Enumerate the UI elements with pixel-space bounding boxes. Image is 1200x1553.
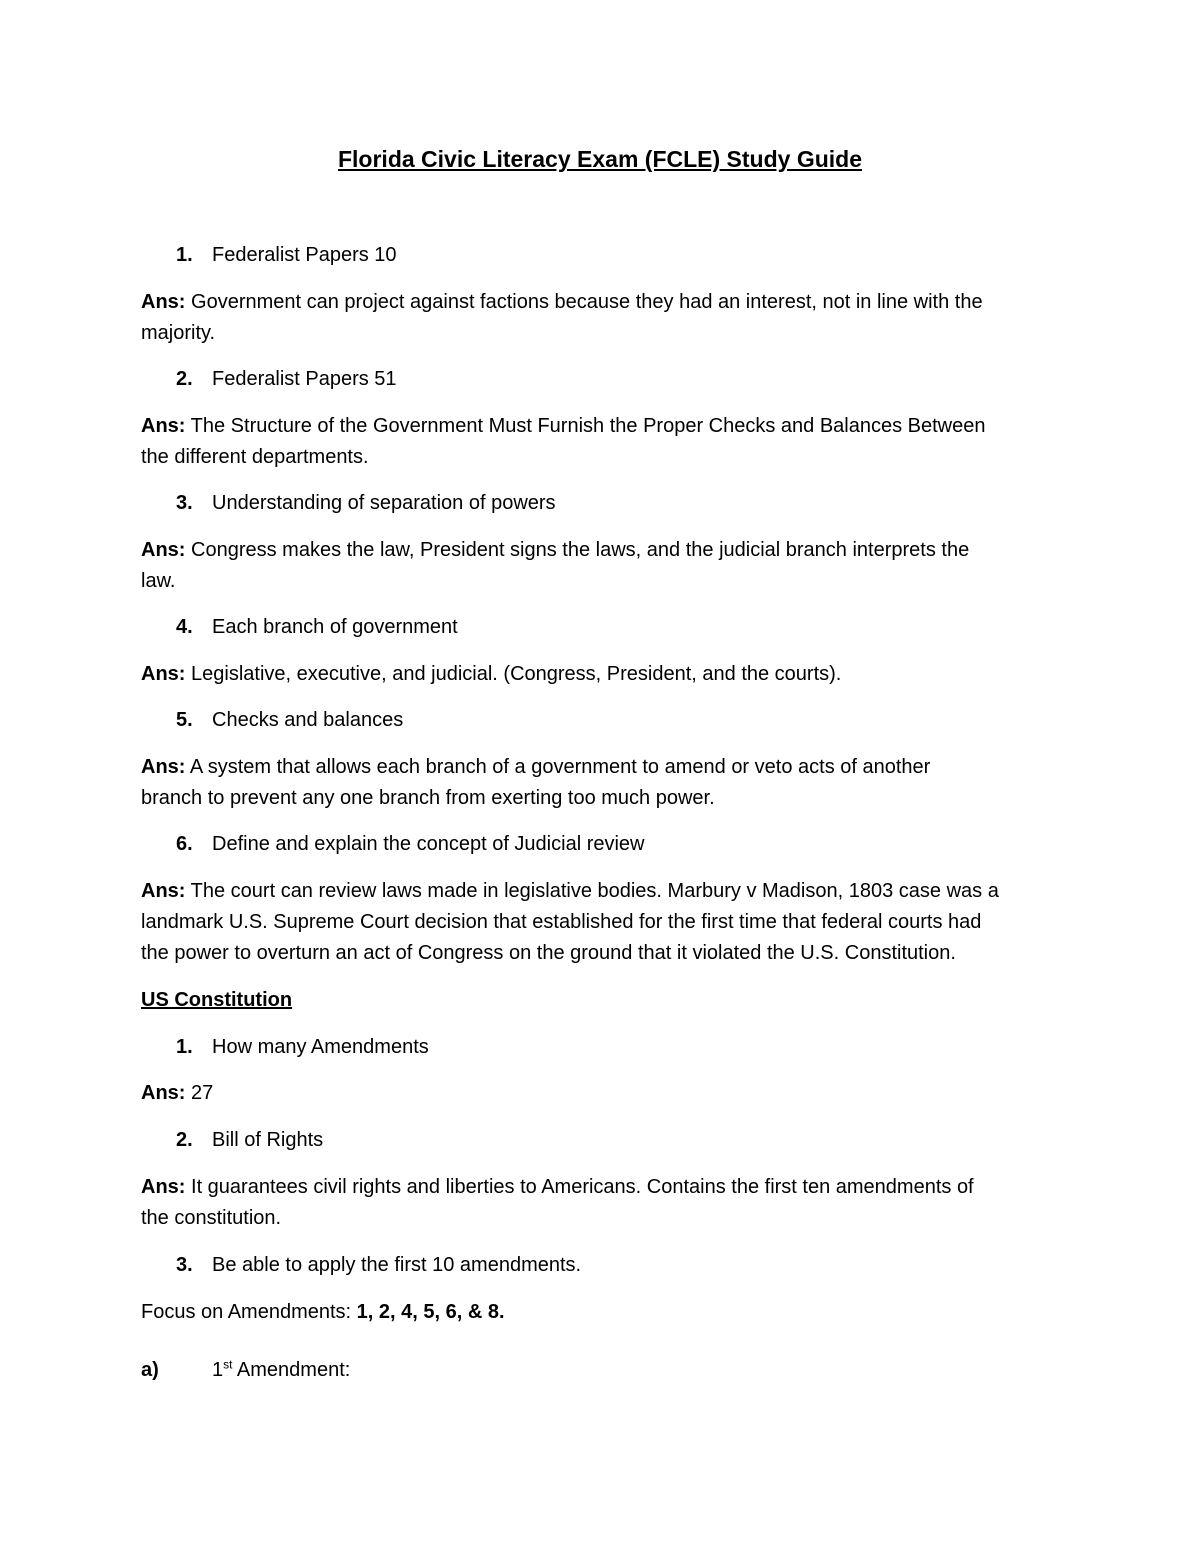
question-number: 5. — [176, 709, 193, 731]
question-text: Understanding of separation of powers — [212, 492, 556, 514]
answer-line — [141, 535, 1061, 566]
answer-line — [141, 411, 1061, 442]
ans-label: Ans: — [141, 539, 186, 561]
ans-label: Ans: — [141, 415, 186, 437]
answer-line — [141, 659, 1061, 690]
answer-text: Government can project against factions because they had an interest, not in line with the — [185, 291, 983, 313]
question-number: 2. — [176, 368, 193, 390]
answer-text: 27 — [185, 1082, 214, 1104]
ans-label: Ans: — [141, 663, 186, 685]
question-number: 2. — [176, 1129, 193, 1151]
question-number: 4. — [176, 616, 193, 638]
question-number: 3. — [176, 492, 193, 514]
question-text: Federalist Papers 51 — [212, 368, 397, 390]
amendment-label: Amendment: — [232, 1359, 351, 1381]
sub-item-letter: a) — [141, 1359, 159, 1381]
question-text: Bill of Rights — [212, 1129, 324, 1151]
answer-text: The Structure of the Government Must Furnish the Proper Checks and Balances Between — [185, 415, 986, 437]
ans-label: Ans: — [141, 291, 186, 313]
answer-text: It guarantees civil rights and liberties to Americans. Contains the first ten amendments of — [185, 1176, 974, 1198]
question-text: Checks and balances — [212, 709, 404, 731]
ans-label: Ans: — [141, 756, 186, 778]
question-text: Be able to apply the first 10 amendments. — [212, 1254, 582, 1276]
answer-line: law. — [141, 570, 176, 592]
answer-line: branch to prevent any one branch from exerting too much power. — [141, 787, 715, 809]
answer-line — [141, 1078, 1061, 1109]
question-number: 3. — [176, 1254, 193, 1276]
ans-label: Ans: — [141, 880, 186, 902]
answer-line: the power to overturn an act of Congress on the ground that it violated the U.S. Constitution. — [141, 942, 956, 964]
answer-text: Legislative, executive, and judicial. (Congress, President, and the courts). — [185, 663, 842, 685]
answer-line — [141, 287, 1061, 318]
sub-item-text — [212, 1355, 350, 1386]
answer-line: majority. — [141, 322, 216, 344]
ans-label: Ans: — [141, 1082, 186, 1104]
question-text: How many Amendments — [212, 1036, 429, 1058]
answer-text: The court can review laws made in legislative bodies. Marbury v Madison, 1803 case was a — [185, 880, 999, 902]
question-number: 1. — [176, 244, 193, 266]
answer-line — [141, 752, 1061, 783]
question-text: Define and explain the concept of Judicial review — [212, 833, 645, 855]
answer-line: the constitution. — [141, 1207, 282, 1229]
amendment-number: 1 — [212, 1359, 224, 1381]
question-number: 1. — [176, 1036, 193, 1058]
focus-label: Focus on Amendments: — [141, 1301, 357, 1323]
focus-values: 1, 2, 4, 5, 6, & 8. — [356, 1301, 505, 1323]
answer-text: Congress makes the law, President signs the laws, and the judicial branch interprets the — [185, 539, 970, 561]
answer-line: the different departments. — [141, 446, 369, 468]
focus-line — [141, 1297, 1061, 1328]
question-number: 6. — [176, 833, 193, 855]
answer-line: landmark U.S. Supreme Court decision that established for the first time that federal courts had — [141, 911, 982, 933]
answer-text: A system that allows each branch of a government to amend or veto acts of another — [185, 756, 931, 778]
question-text: Federalist Papers 10 — [212, 244, 397, 266]
question-text: Each branch of government — [212, 616, 458, 638]
ordinal-suffix: st — [223, 1357, 233, 1372]
page-title: Florida Civic Literacy Exam (FCLE) Study Guide — [337, 146, 862, 172]
ans-label: Ans: — [141, 1176, 186, 1198]
answer-line — [141, 1172, 1061, 1203]
answer-line — [141, 876, 1061, 907]
section-heading: US Constitution — [141, 989, 293, 1011]
